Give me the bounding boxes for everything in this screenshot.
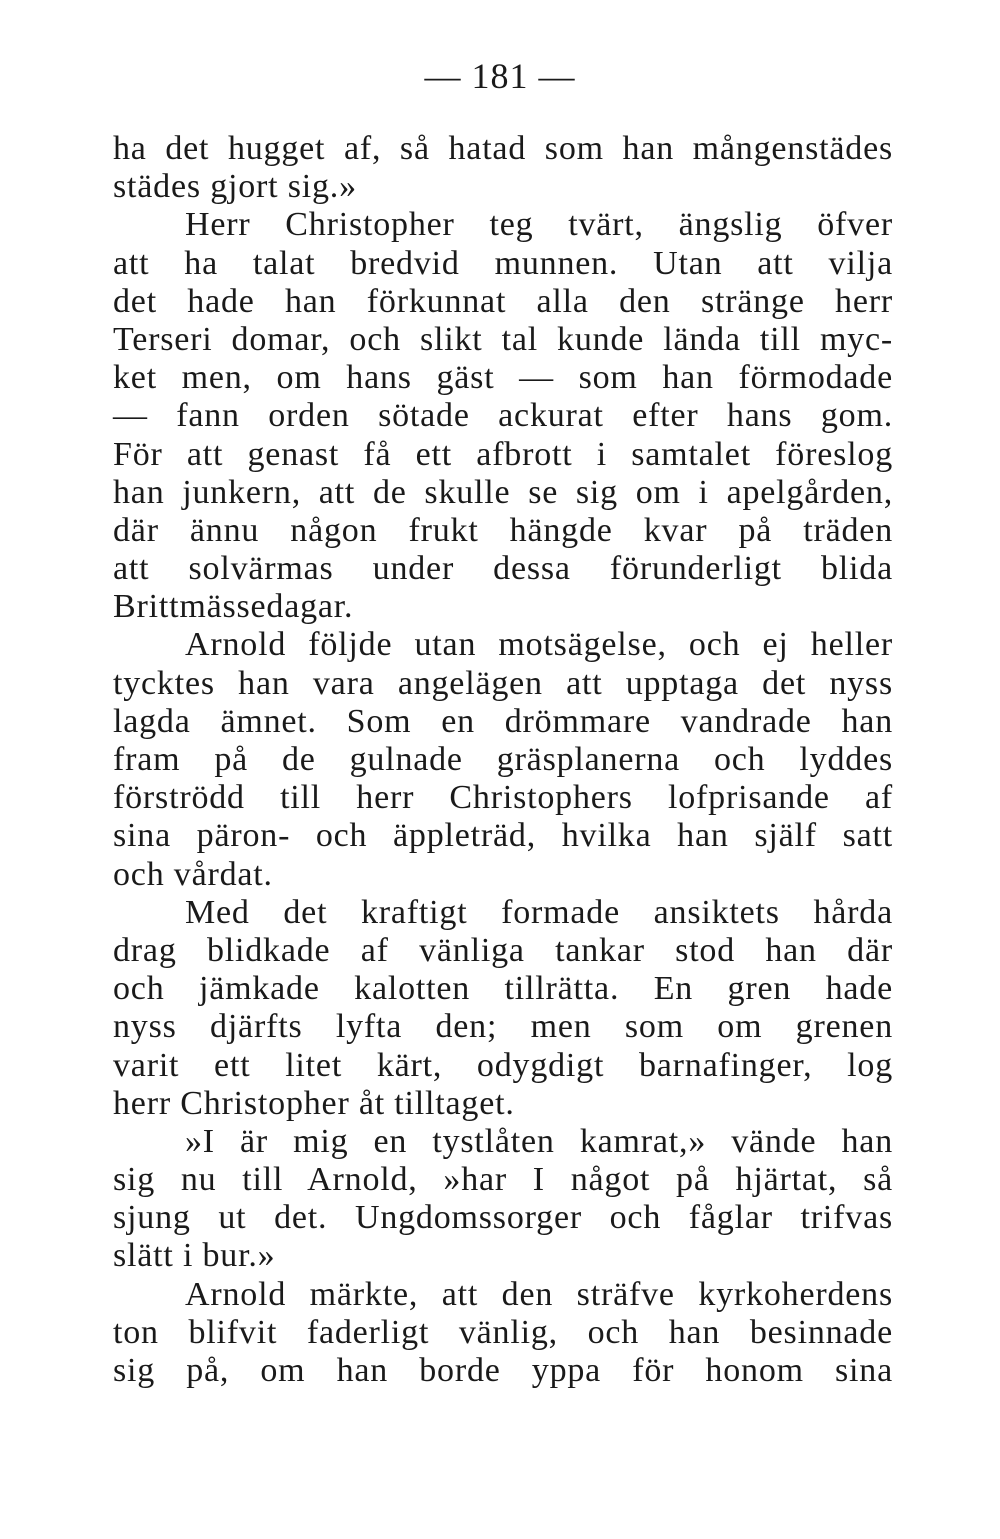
text-line: Arnold märkte, att den sträfve kyrkoherdens (185, 1275, 893, 1313)
body-text (113, 130, 893, 1390)
text-line: lagda ämnet. Som en drömmare vandrade han (113, 702, 893, 740)
text-line: drag blidkade af vänliga tankar stod han där (113, 931, 893, 969)
text-line: Med det kraftigt formade ansiktets hårda (185, 893, 893, 931)
text-line: Terseri domar, och slikt tal kunde lända till myc- (113, 320, 893, 358)
text-line: förströdd till herr Christophers lofprisande af (113, 779, 893, 817)
text-line: herr Christopher åt tilltaget. (113, 1084, 515, 1122)
text-line: sina päron- och äppleträd, hvilka han själf satt (113, 817, 893, 855)
text-line: ha det hugget af, så hatad som han mångenstädes (113, 130, 893, 167)
text-line: ton blifvit faderligt vänlig, och han besinnade (113, 1313, 893, 1351)
text-line: »I är mig en tystlåten kamrat,» vände han (185, 1122, 893, 1160)
text-line: han junkern, att de skulle se sig om i apelgården, (113, 473, 893, 511)
text-line: — fann orden sötade ackurat efter hans gom. (113, 397, 893, 435)
text-line: Herr Christopher teg tvärt, ängslig öfver (185, 206, 893, 244)
text-line: ket men, om hans gäst — som han förmodade (113, 359, 893, 397)
text-line: fram på de gulnade gräsplanerna och lyddes (113, 741, 893, 778)
text-line: nyss djärfts lyfta den; men som om grenen (113, 1008, 893, 1046)
text-line: Arnold följde utan motsägelse, och ej heller (185, 626, 893, 664)
text-line: städes gjort sig.» (113, 168, 357, 206)
text-line: tycktes han vara angelägen att upptaga det nyss (113, 664, 893, 702)
text-line: varit ett litet kärt, odygdigt barnafinger, log (113, 1046, 893, 1084)
text-line: sig på, om han borde yppa för honom sina (113, 1352, 893, 1389)
text-line: att solvärmas under dessa förunderligt blida (113, 550, 893, 588)
text-line: där ännu någon frukt hängde kvar på träden (113, 511, 893, 549)
text-line: Brittmässedagar. (113, 588, 354, 626)
page-number: — 181 — (424, 56, 576, 96)
text-line: och vårdat. (113, 855, 273, 893)
text-line: sjung ut det. Ungdomssorger och fåglar trifvas (113, 1199, 893, 1237)
text-line: sig nu till Arnold, »har I något på hjärtat, så (113, 1161, 893, 1199)
text-line: att ha talat bredvid munnen. Utan att vilja (113, 244, 893, 282)
text-line: För att genast få ett afbrott i samtalet föreslog (113, 435, 893, 473)
text-line: det hade han förkunnat alla den stränge herr (113, 282, 893, 320)
text-line: slätt i bur.» (113, 1237, 276, 1275)
text-line: och jämkade kalotten tillrätta. En gren hade (113, 970, 893, 1008)
